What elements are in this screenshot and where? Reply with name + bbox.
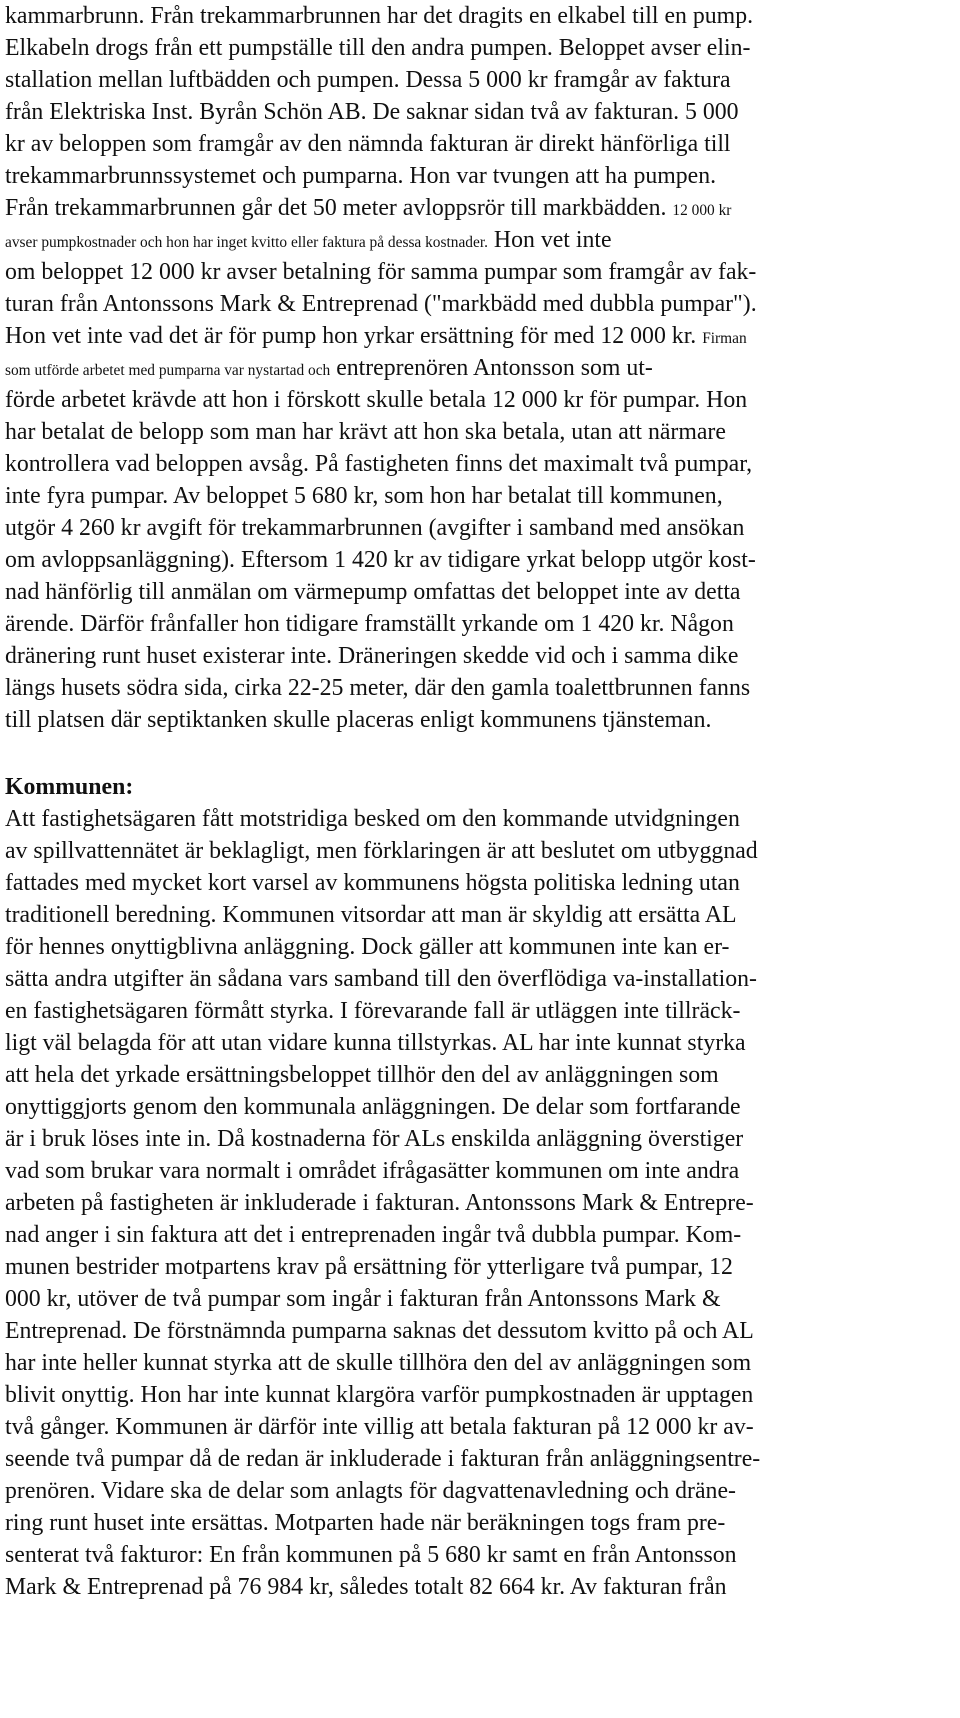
text-line: Elkabeln drogs från ett pumpställe till den andra pumpen. Beloppet avser elin-: [5, 35, 751, 61]
text-line: Entreprenad. De förstnämnda pumparna saknas det dessutom kvitto på och AL: [5, 1318, 754, 1344]
text-line: en fastighetsägaren förmått styrka. I förevarande fall är utläggen inte tillräck-: [5, 998, 741, 1024]
text-line: traditionell beredning. Kommunen vitsordar att man är skyldig att ersätta AL: [5, 902, 737, 928]
small-text-run: avser pumpkostnader och hon har inget kvitto eller faktura på dessa kostnader.: [5, 234, 488, 251]
text-line: arbeten på fastigheten är inkluderade i fakturan. Antonssons Mark & Entrepre-: [5, 1190, 754, 1216]
text-line: kr av beloppen som framgår av den nämnda fakturan är direkt hänförliga till: [5, 131, 731, 157]
text-line: av spillvattennätet är beklagligt, men förklaringen är att beslutet om utbyggnad: [5, 838, 758, 864]
text-line: seende två pumpar då de redan är inkluderade i fakturan från anläggningsentre-: [5, 1446, 761, 1472]
text-line: [5, 192, 731, 227]
small-text-run: Firman: [702, 330, 747, 347]
section-heading: Kommunen:: [5, 774, 134, 800]
text-line: utgör 4 260 kr avgift för trekammarbrunnen (avgifter i samband med ansökan: [5, 515, 745, 541]
text-line: [5, 320, 747, 355]
text-run: Hon vet inte: [493, 227, 612, 253]
text-line: förde arbetet krävde att hon i förskott skulle betala 12 000 kr för pumpar. Hon: [5, 387, 748, 413]
text-line: kammarbrunn. Från trekammarbrunnen har det dragits en elkabel till en pump.: [5, 3, 754, 29]
text-line: vad som brukar vara normalt i området ifrågasätter kommunen om inte andra: [5, 1158, 740, 1184]
small-text-run: 12 000 kr: [672, 202, 732, 219]
text-run: Hon vet inte vad det är för pump hon yrkar ersättning för med 12 000 kr.: [5, 323, 697, 349]
text-line: har betalat de belopp som man har krävt att hon ska betala, utan att närmare: [5, 419, 726, 445]
text-line: två gånger. Kommunen är därför inte villig att betala fakturan på 12 000 kr av-: [5, 1414, 754, 1440]
text-line: prenören. Vidare ska de delar som anlagts för dagvattenavledning och dräne-: [5, 1478, 736, 1504]
text-line: om avloppsanläggning). Eftersom 1 420 kr av tidigare yrkat belopp utgör kost-: [5, 547, 756, 573]
text-line: fattades med mycket kort varsel av kommunens högsta politiska ledning utan: [5, 870, 740, 896]
text-line: ring runt huset inte ersättas. Motparten hade när beräkningen togs fram pre-: [5, 1510, 726, 1536]
text-line: Att fastighetsägaren fått motstridiga besked om den kommande utvidgningen: [5, 806, 740, 832]
text-line: för hennes onyttigblivna anläggning. Dock gäller att kommunen inte kan er-: [5, 934, 730, 960]
text-line: ligt väl belagda för att utan vidare kunna tillstyrkas. AL har inte kunnat styrka: [5, 1030, 746, 1056]
text-line: [5, 224, 612, 259]
text-run: entreprenören Antonsson som ut-: [336, 355, 653, 381]
text-run: Från trekammarbrunnen går det 50 meter avloppsrör till markbädden.: [5, 195, 667, 221]
text-line: har inte heller kunnat styrka att de skulle tillhöra den del av anläggningen som: [5, 1350, 752, 1376]
text-line: senterat två fakturor: En från kommunen på 5 680 kr samt en från Antonsson: [5, 1542, 737, 1568]
text-line: munen bestrider motpartens krav på ersättning för ytterligare två pumpar, 12: [5, 1254, 733, 1280]
text-line: att hela det yrkade ersättningsbeloppet tillhör den del av anläggningen som: [5, 1062, 719, 1088]
text-line: kontrollera vad beloppen avsåg. På fastigheten finns det maximalt två pumpar,: [5, 451, 753, 477]
text-line: inte fyra pumpar. Av beloppet 5 680 kr, som hon har betalat till kommunen,: [5, 483, 723, 509]
small-text-run: som utförde arbetet med pumparna var nystartad och: [5, 362, 331, 379]
text-line: trekammarbrunnssystemet och pumparna. Hon var tvungen att ha pumpen.: [5, 163, 717, 189]
text-line: från Elektriska Inst. Byrån Schön AB. De saknar sidan två av fakturan. 5 000: [5, 99, 739, 125]
text-line: blivit onyttig. Hon har inte kunnat klargöra varför pumpkostnaden är upptagen: [5, 1382, 754, 1408]
text-line: dränering runt huset existerar inte. Dräneringen skedde vid och i samma dike: [5, 643, 739, 669]
text-line: nad anger i sin faktura att det i entreprenaden ingår två dubbla pumpar. Kom-: [5, 1222, 742, 1248]
text-line: nad hänförlig till anmälan om värmepump omfattas det beloppet inte av detta: [5, 579, 741, 605]
text-line: längs husets södra sida, cirka 22-25 meter, där den gamla toalettbrunnen fanns: [5, 675, 751, 701]
text-line: Mark & Entreprenad på 76 984 kr, således totalt 82 664 kr. Av fakturan från: [5, 1574, 727, 1600]
text-line: 000 kr, utöver de två pumpar som ingår i fakturan från Antonssons Mark &: [5, 1286, 721, 1312]
text-line: sätta andra utgifter än sådana vars samband till den överflödiga va-installation-: [5, 966, 757, 992]
text-line: är i bruk löses inte in. Då kostnaderna för ALs enskilda anläggning överstiger: [5, 1126, 744, 1152]
text-line: stallation mellan luftbädden och pumpen. Dessa 5 000 kr framgår av faktura: [5, 67, 731, 93]
text-line: onyttiggjorts genom den kommunala anläggningen. De delar som fortfarande: [5, 1094, 741, 1120]
text-line: om beloppet 12 000 kr avser betalning för samma pumpar som framgår av fak-: [5, 259, 757, 285]
text-line: [5, 352, 653, 387]
text-line: till platsen där septiktanken skulle placeras enligt kommunens tjänsteman.: [5, 707, 712, 733]
text-line: ärende. Därför frånfaller hon tidigare framställt yrkande om 1 420 kr. Någon: [5, 611, 734, 637]
text-line: turan från Antonssons Mark & Entreprenad ("markbädd med dubbla pumpar").: [5, 291, 757, 317]
